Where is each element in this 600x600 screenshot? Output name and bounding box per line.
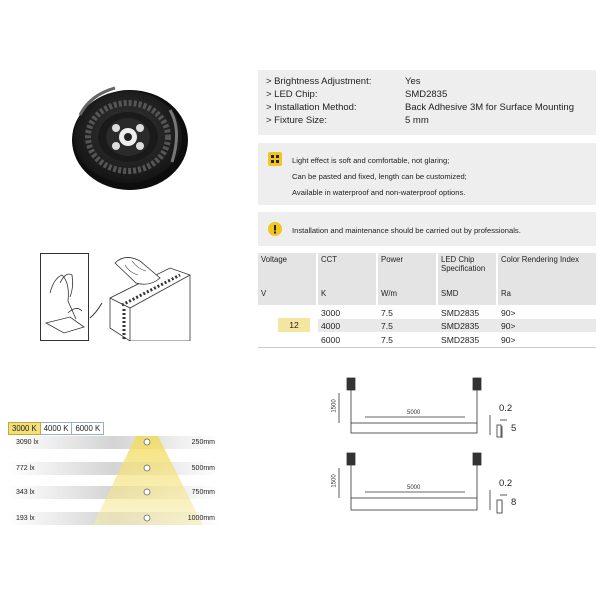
header-label: CCT <box>321 255 338 264</box>
lux-row <box>8 487 220 499</box>
voltage-badge: 12 <box>278 318 310 332</box>
header-cri <box>498 253 596 305</box>
lux-row <box>8 437 220 449</box>
feature-line: Light effect is soft and comfortable, not glaring; <box>292 156 450 165</box>
spec-label: > Installation Method: <box>266 102 357 113</box>
header-label: Voltage <box>261 255 288 264</box>
dimension-drawing-nonwaterproof <box>339 378 507 438</box>
cell-power: 7.5 <box>381 335 393 345</box>
thickness-label: 0.2 <box>499 478 513 489</box>
spec-value: SMD2835 <box>405 89 448 100</box>
spec-row <box>266 88 588 101</box>
spec-row <box>266 101 588 114</box>
header-voltage <box>258 253 316 305</box>
width-label: 5 <box>511 423 517 434</box>
spec-label: > LED Chip: <box>266 89 318 100</box>
cell-cri: 90> <box>501 335 516 345</box>
cell-chip: SMD2835 <box>441 321 480 331</box>
lux-value: 3090 lx <box>16 439 39 446</box>
lux-distance: 250mm <box>191 439 215 446</box>
spec-row <box>266 75 588 88</box>
thickness-label: 0.2 <box>499 403 513 414</box>
header-led-chip <box>438 253 496 305</box>
feature-grid-icon <box>268 152 282 166</box>
strip-length-label: 5000 <box>407 485 421 491</box>
lux-value: 193 lx <box>16 515 35 522</box>
cell-cct: 6000 <box>321 335 341 345</box>
lux-distance: 500mm <box>191 465 215 472</box>
dimension-drawing-waterproof <box>339 453 507 513</box>
lead-length-label: 1500 <box>331 474 338 488</box>
warning-note <box>258 212 596 246</box>
width-label: 8 <box>511 497 517 508</box>
spec-value: Back Adhesive 3M for Surface Mounting <box>405 102 574 113</box>
tab-3000k[interactable]: 3000 K <box>8 422 41 435</box>
spec-label: > Brightness Adjustment: <box>266 76 372 87</box>
spec-table <box>258 253 596 349</box>
lead-length-label: 1500 <box>331 399 338 413</box>
installation-illustration <box>40 253 195 341</box>
header-unit: V <box>261 289 267 298</box>
warning-icon <box>268 222 282 236</box>
cell-cct: 3000 <box>321 308 341 318</box>
cell-cri: 90> <box>501 308 516 318</box>
spec-row <box>266 114 588 127</box>
feature-line: Available in waterproof and non-waterproof options. <box>292 188 466 197</box>
cell-power: 7.5 <box>381 321 393 331</box>
cell-power: 7.5 <box>381 308 393 318</box>
cell-chip: SMD2835 <box>441 308 480 318</box>
cell-cct: 4000 <box>321 321 341 331</box>
header-cct <box>318 253 376 305</box>
light-beam <box>93 436 203 525</box>
header-power <box>378 253 436 305</box>
tab-4000k[interactable]: 4000 K <box>41 422 73 435</box>
table-bottom-rule <box>258 347 596 348</box>
feature-line: Can be pasted and fixed, length can be customized; <box>292 172 467 181</box>
header-unit: SMD <box>441 289 459 298</box>
illuminance-chart <box>8 434 220 534</box>
tab-6000k[interactable]: 6000 K <box>72 422 104 435</box>
lux-distance: 750mm <box>191 489 215 496</box>
header-label: Power <box>381 255 404 264</box>
lux-row <box>8 513 220 525</box>
features-note <box>258 143 596 205</box>
cell-cri: 90> <box>501 321 516 331</box>
spec-value: 5 mm <box>405 115 429 126</box>
spec-value: Yes <box>405 76 421 87</box>
lux-distance: 1000mm <box>187 515 215 522</box>
strip-length-label: 5000 <box>407 410 421 416</box>
header-unit: Ra <box>501 289 511 298</box>
spec-label: > Fixture Size: <box>266 115 327 126</box>
dimension-drawings <box>325 375 530 520</box>
header-label: LED Chip Specification <box>441 255 486 273</box>
led-strip-reel-image <box>60 70 230 200</box>
header-label: Color Rendering Index <box>501 255 580 264</box>
header-unit: W/m <box>381 289 398 298</box>
header-unit: K <box>321 289 327 298</box>
lux-value: 772 lx <box>16 465 35 472</box>
lux-value: 343 lx <box>16 489 35 496</box>
cell-chip: SMD2835 <box>441 335 480 345</box>
lux-row <box>8 463 220 475</box>
spec-list <box>258 70 596 135</box>
warning-text: Installation and maintenance should be carried out by professionals. <box>292 226 521 235</box>
